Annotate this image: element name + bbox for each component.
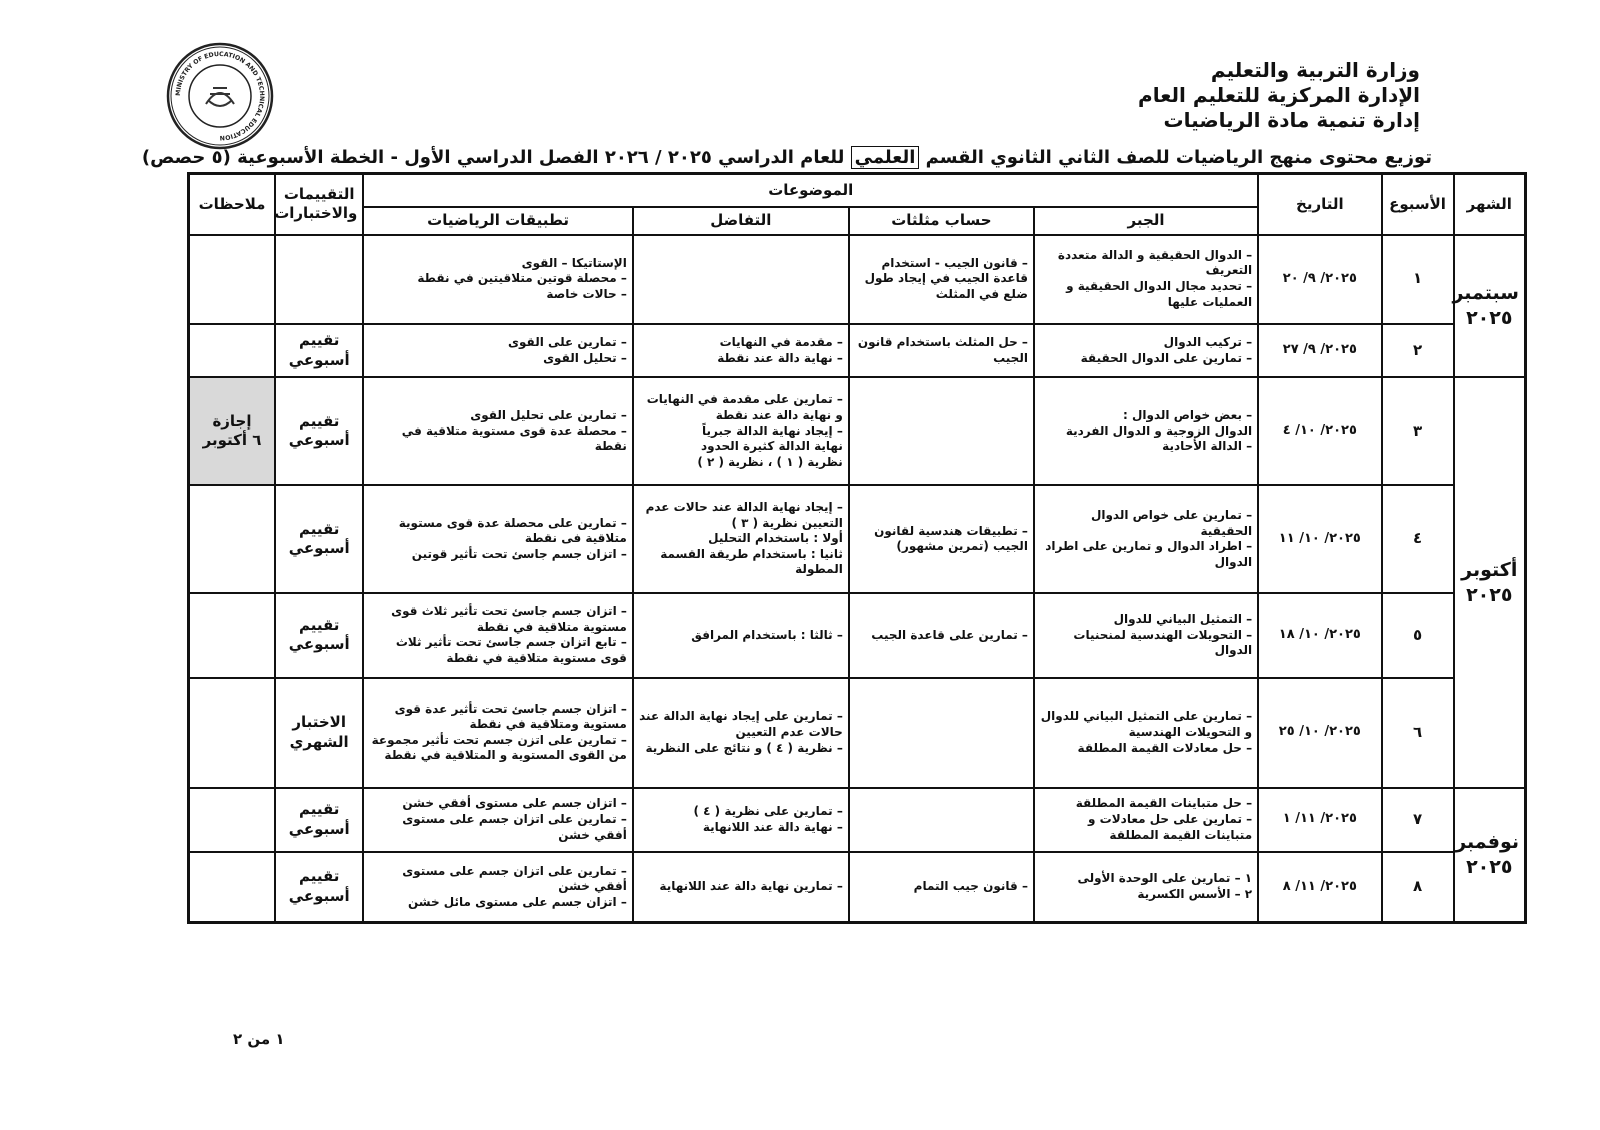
evaluation-text: أسبوعي [288, 539, 350, 558]
header-date: التاريخ [1258, 174, 1381, 235]
evaluation-cell [275, 593, 363, 678]
applied-cell [363, 235, 632, 324]
header-evaluations: التقييمات والاختبارات [275, 174, 363, 235]
note-cell [189, 235, 275, 324]
applied-cell [363, 377, 632, 485]
algebra-topic: – حل متباينات القيمة المطلقة [1075, 796, 1253, 811]
applied-topic: – اتزان جسم جاسئ تحت تأثير قوتين [411, 546, 627, 561]
calculus-topic: ثانيا : باستخدام طريقة القسمة المطولة [660, 546, 843, 577]
week-date: ٢٠٢٥/ ٩/ ٢٧ [1258, 324, 1381, 378]
calculus-topic: نهاية الدالة كثيرة الحدود [700, 439, 843, 454]
evaluation-cell [275, 324, 363, 378]
month-year: ٢٠٢٥ [1466, 306, 1513, 329]
evaluation-text: الشهري [289, 732, 349, 751]
month-year: ٢٠٢٥ [1466, 855, 1513, 878]
evaluation-cell [275, 377, 363, 485]
weekly-plan-table [187, 172, 1527, 924]
note-text: إجازة [212, 411, 252, 430]
month-cell [1454, 235, 1526, 378]
trig-cell [849, 593, 1034, 678]
plan-title-start: توزيع محتوى منهج الرياضيات للصف الثاني الثانوي القسم [925, 147, 1432, 168]
week-date: ٢٠٢٥/ ١١/ ١ [1258, 788, 1381, 852]
note-cell [189, 788, 275, 852]
table-row [189, 235, 1526, 324]
evaluation-cell [275, 485, 363, 593]
applied-topic: – تمارين على تحليل القوى [470, 407, 627, 422]
table-row [189, 485, 1526, 593]
applied-topic: الإستاتيكا – القوى [521, 255, 627, 270]
table-row [189, 788, 1526, 852]
note-cell [189, 377, 275, 485]
page-number: ١ من ٢ [233, 1030, 285, 1048]
applied-topic: – اتزان جسم جاسئ تحت تأثير ثلاث قوى مستوية متلاقية في نقطة [391, 604, 627, 634]
algebra-cell [1034, 852, 1258, 923]
applied-topic: – تمارين على اتزان جسم على مستوى أفقي خشن [402, 812, 627, 842]
plan-title-section: العلمي [851, 146, 920, 169]
header-month: الشهر [1454, 174, 1526, 235]
algebra-topic: – تمارين على حل معادلات و متباينات القيمة المطلقة [1088, 812, 1253, 842]
trig-cell [849, 235, 1034, 324]
month-name: نوفمبر [1455, 831, 1519, 854]
table-row [189, 852, 1526, 923]
evaluation-cell [275, 235, 363, 324]
applied-cell [363, 485, 632, 593]
algebra-topic: – حل معادلات القيمة المطلقة [1077, 740, 1253, 755]
note-cell [189, 593, 275, 678]
applied-cell [363, 678, 632, 788]
month-cell [1454, 377, 1526, 787]
document-header [1138, 58, 1420, 133]
calculus-cell [633, 235, 849, 324]
evaluation-text: تقييم [298, 411, 340, 430]
applied-cell [363, 324, 632, 378]
evaluation-text: تقييم [298, 615, 340, 634]
algebra-cell [1034, 324, 1258, 378]
algebra-cell [1034, 485, 1258, 593]
table-row [189, 678, 1526, 788]
calculus-topic: – إيجاد نهاية الدالة عند حالات عدم التعيين نظرية ( ٣ ) [645, 500, 843, 530]
calculus-cell [633, 788, 849, 852]
evaluation-text: تقييم [298, 519, 340, 538]
week-number: ٤ [1382, 485, 1454, 593]
applied-topic: – تحليل القوى [543, 350, 627, 365]
algebra-cell [1034, 377, 1258, 485]
calculus-topic: – ثالثا : باستخدام المرافق [691, 627, 843, 642]
note-cell [189, 485, 275, 593]
trig-cell [849, 678, 1034, 788]
month-year: ٢٠٢٥ [1466, 583, 1513, 606]
table-row [189, 377, 1526, 485]
header-topics: الموضوعات [363, 174, 1258, 207]
algebra-cell [1034, 235, 1258, 324]
header-calculus: التفاضل [633, 207, 849, 235]
trig-cell [849, 485, 1034, 593]
trig-topic: – تطبيقات هندسية لقانون الجيب (تمرين مشهور) [874, 523, 1028, 554]
week-number: ٥ [1382, 593, 1454, 678]
algebra-topic: – تمارين على خواص الدوال الحقيقية [1090, 507, 1253, 538]
week-date: ٢٠٢٥/ ١٠/ ١١ [1258, 485, 1381, 593]
applied-topic: – تمارين على القوى [508, 334, 627, 349]
algebra-topic: – التمثيل البياني للدوال [1113, 612, 1253, 627]
applied-topic: – اتزان جسم على مستوى أفقي خشن [402, 796, 627, 811]
trig-topic: – قانون جيب التمام [913, 879, 1028, 894]
algebra-topic: – تحديد مجال الدوال الحقيقية و العمليات عليها [1066, 279, 1253, 309]
applied-cell [363, 593, 632, 678]
trig-topic: – قانون الجيب - استخدام قاعدة الجيب في إيجاد طول ضلع في المثلث [864, 255, 1028, 301]
applied-cell [363, 852, 632, 923]
evaluation-text: أسبوعي [288, 819, 350, 838]
calculus-topic: – مقدمة في النهايات [719, 334, 843, 349]
algebra-topic: – اطراد الدوال و تمارين على اطراد الدوال [1045, 539, 1253, 569]
week-date: ٢٠٢٥/ ١٠/ ٤ [1258, 377, 1381, 485]
department-name: إدارة تنمية مادة الرياضيات [1163, 108, 1420, 132]
month-name: سبتمبر [1452, 282, 1519, 305]
header-algebra: الجبر [1034, 207, 1258, 235]
week-number: ٦ [1382, 678, 1454, 788]
applied-topic: – تمارين على اتزان جسم على مستوى أفقي خشن [402, 863, 627, 894]
directorate-name: الإدارة المركزية للتعليم العام [1138, 83, 1420, 107]
week-number: ٨ [1382, 852, 1454, 923]
ministry-seal-icon [166, 42, 274, 150]
evaluation-text: أسبوعي [288, 431, 350, 450]
algebra-topic: الدوال الزوجية و الدوال الفردية [1065, 423, 1253, 438]
plan-title-end: للعام الدراسي ٢٠٢٥ / ٢٠٢٦ الفصل الدراسي الأول - الخطة الأسبوعية (٥ حصص) [141, 147, 845, 168]
algebra-topic: – تمارين على الدوال الحقيقة [1080, 350, 1253, 365]
calculus-topic: – تمارين على نظرية ( ٤ ) [693, 804, 843, 819]
evaluation-text: الاختبار [292, 713, 346, 732]
calculus-cell [633, 485, 849, 593]
note-cell [189, 324, 275, 378]
applied-topic: – تمارين على محصلة عدة قوى مستوية متلاقية فى نقطة [398, 515, 627, 546]
month-cell [1454, 788, 1526, 923]
evaluation-text: تقييم [298, 800, 340, 819]
table-row [189, 324, 1526, 378]
evaluation-cell [275, 788, 363, 852]
calculus-topic: – نظرية ( ٤ ) و نتائج على النظرية [645, 740, 843, 755]
header-week: الأسبوع [1382, 174, 1454, 235]
evaluation-cell [275, 852, 363, 923]
applied-topic: – اتزان جسم جاسئ تحت تأثير عدة قوى مستوية ومتلاقية في نقطة [394, 701, 627, 732]
ministry-name: وزارة التربية والتعليم [1210, 58, 1420, 82]
header-notes: ملاحظات [189, 174, 275, 235]
calculus-cell [633, 377, 849, 485]
plan-body [189, 235, 1526, 923]
calculus-cell [633, 678, 849, 788]
applied-topic: – تابع اتزان جسم جاسئ تحت تأثير ثلاث قوى مستوية متلاقية في نقطة [395, 635, 627, 666]
algebra-topic: – الدوال الحقيقية و الدالة متعددة التعريف [1057, 247, 1253, 278]
calculus-topic: – تمارين على مقدمة في النهايات و نهاية دالة عند نقطة [646, 392, 843, 422]
week-date: ٢٠٢٥/ ١٠/ ٢٥ [1258, 678, 1381, 788]
header-trig: حساب مثلثات [849, 207, 1034, 235]
algebra-topic: – تركيب الدوال [1163, 334, 1253, 349]
applied-topic: – اتزان جسم على مستوى مائل خشن [407, 894, 627, 909]
trig-cell [849, 788, 1034, 852]
month-name: أكتوبر [1461, 558, 1518, 581]
plan-title [141, 147, 1432, 168]
calculus-cell [633, 593, 849, 678]
algebra-cell [1034, 593, 1258, 678]
calculus-topic: – تمارين نهاية دالة عند اللانهاية [659, 879, 843, 894]
trig-cell [849, 377, 1034, 485]
algebra-cell [1034, 788, 1258, 852]
trig-topic: – حل المثلث باستخدام قانون الجيب [857, 334, 1028, 365]
week-number: ٣ [1382, 377, 1454, 485]
algebra-topic: – الدالة الأحادية [1162, 439, 1253, 454]
applied-topic: – محصلة عدة قوى مستوية متلاقية في نقطة [401, 423, 627, 454]
evaluation-text: تقييم [298, 867, 340, 886]
applied-topic: – تمارين على اتزن جسم تحت تأثير مجموعة من القوى المستوية و المتلاقية في نقطة [371, 732, 627, 763]
week-date: ٢٠٢٥/ ٩/ ٢٠ [1258, 235, 1381, 324]
trig-cell [849, 324, 1034, 378]
trig-cell [849, 852, 1034, 923]
calculus-topic: – نهاية دالة عند نقطة [717, 350, 843, 365]
week-date: ٢٠٢٥/ ١٠/ ١٨ [1258, 593, 1381, 678]
algebra-topic: – التحويلات الهندسية لمنحنيات الدوال [1073, 627, 1253, 658]
algebra-cell [1034, 678, 1258, 788]
table-row [189, 593, 1526, 678]
header-applied: تطبيقات الرياضيات [363, 207, 632, 235]
week-number: ٧ [1382, 788, 1454, 852]
week-date: ٢٠٢٥/ ١١/ ٨ [1258, 852, 1381, 923]
evaluation-text: أسبوعي [288, 886, 350, 905]
algebra-topic: ١ – تمارين على الوحدة الأولى [1077, 871, 1253, 886]
week-number: ٢ [1382, 324, 1454, 378]
trig-topic: – تمارين على قاعدة الجيب [871, 627, 1028, 642]
calculus-topic: – تمارين على إيجاد نهاية الدالة عند حالات عدم التعيين [639, 709, 843, 740]
algebra-topic: ٢ – الأسس الكسرية [1137, 886, 1253, 901]
note-text: ٦ أكتوبر [202, 431, 262, 450]
applied-cell [363, 788, 632, 852]
evaluation-text: تقييم [298, 331, 340, 350]
evaluation-cell [275, 678, 363, 788]
calculus-topic: – نهاية دالة عند اللانهاية [702, 819, 843, 834]
seal-text: MINISTRY OF EDUCATION AND TECHNICAL EDUCATION [174, 50, 266, 142]
calculus-topic: – إيجاد نهاية الدالة جبرياً [701, 423, 843, 438]
week-number: ١ [1382, 235, 1454, 324]
calculus-cell [633, 324, 849, 378]
applied-topic: – محصلة قوتين متلاقيتين في نقطة [417, 271, 627, 286]
calculus-cell [633, 852, 849, 923]
note-cell [189, 852, 275, 923]
note-cell [189, 678, 275, 788]
algebra-topic: – بعض خواص الدوال : [1123, 407, 1253, 422]
evaluation-text: أسبوعي [288, 350, 350, 369]
calculus-topic: أولا : باستخدام التحليل [708, 531, 843, 546]
calculus-topic: نظرية ( ١ ) ، نظرية ( ٢ ) [697, 454, 843, 469]
applied-topic: – حالات خاصة [546, 286, 627, 301]
evaluation-text: أسبوعي [288, 635, 350, 654]
algebra-topic: – تمارين على التمثيل البياني للدوال و التحويلات الهندسية [1040, 709, 1253, 740]
